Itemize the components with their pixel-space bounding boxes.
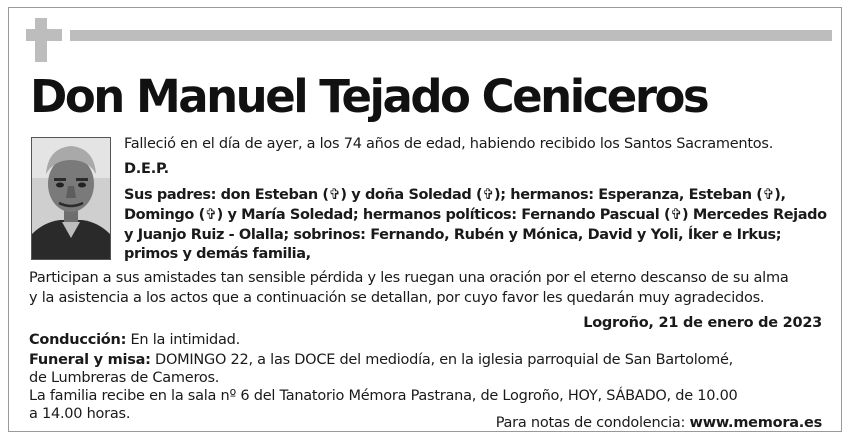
funeral-text: DOMINGO 22, a las DOCE del mediodía, en la iglesia parroquial de San Bartolomé, (150, 352, 734, 368)
family-line: y Juanjo Ruiz - Olalla; sobrinos: Fernando, Rubén y Mónica, David y Yoli, Íker e Irkus; (124, 227, 782, 243)
family-line: primos y demás familia, (124, 246, 311, 262)
reception-line: a 14.00 horas. (29, 406, 131, 422)
cross-icon-bar (26, 29, 62, 41)
invitation-line: y la asistencia a los actos que a continuación se detallan, por cuyo favor les quedarán muy agradecidos. (29, 290, 765, 306)
death-notice: Falleció en el día de ayer, a los 74 años de edad, habiendo recibido los Santos Sacramentos. (124, 136, 774, 152)
deceased-name: Don Manuel Tejado Ceniceros (30, 70, 708, 123)
header-rule (70, 30, 832, 41)
invitation-line: Participan a sus amistades tan sensible pérdida y les ruegan una oración por el eterno descanso de su alma (29, 270, 789, 286)
family-line: Domingo (✞) y María Soledad; hermanos políticos: Fernando Pascual (✞) Mercedes Rejado (124, 207, 827, 223)
funeral-label: Funeral y misa: (29, 352, 151, 368)
rip-text: D.E.P. (124, 161, 169, 177)
family-line: Sus padres: don Esteban (✞) y doña Soledad (✞); hermanos: Esperanza, Esteban (✞), (124, 187, 786, 203)
condolence-line (496, 413, 822, 433)
condolence-label: Para notas de condolencia: (495, 415, 686, 431)
conduccion-label: Conducción: (29, 332, 127, 348)
funeral-line (29, 350, 733, 370)
conduccion-line (29, 330, 240, 350)
funeral-line-2: de Lumbreras de Cameros. (29, 370, 220, 386)
reception-line: La familia recibe en la sala nº 6 del Tanatorio Mémora Pastrana, de Logroño, HOY, SÁBADO, de 10.00 (29, 388, 738, 404)
place-date: Logroño, 21 de enero de 2023 (583, 315, 822, 331)
conduccion-text: En la intimidad. (126, 332, 240, 348)
condolence-link[interactable]: www.memora.es (689, 415, 822, 431)
deceased-photo (31, 137, 111, 260)
